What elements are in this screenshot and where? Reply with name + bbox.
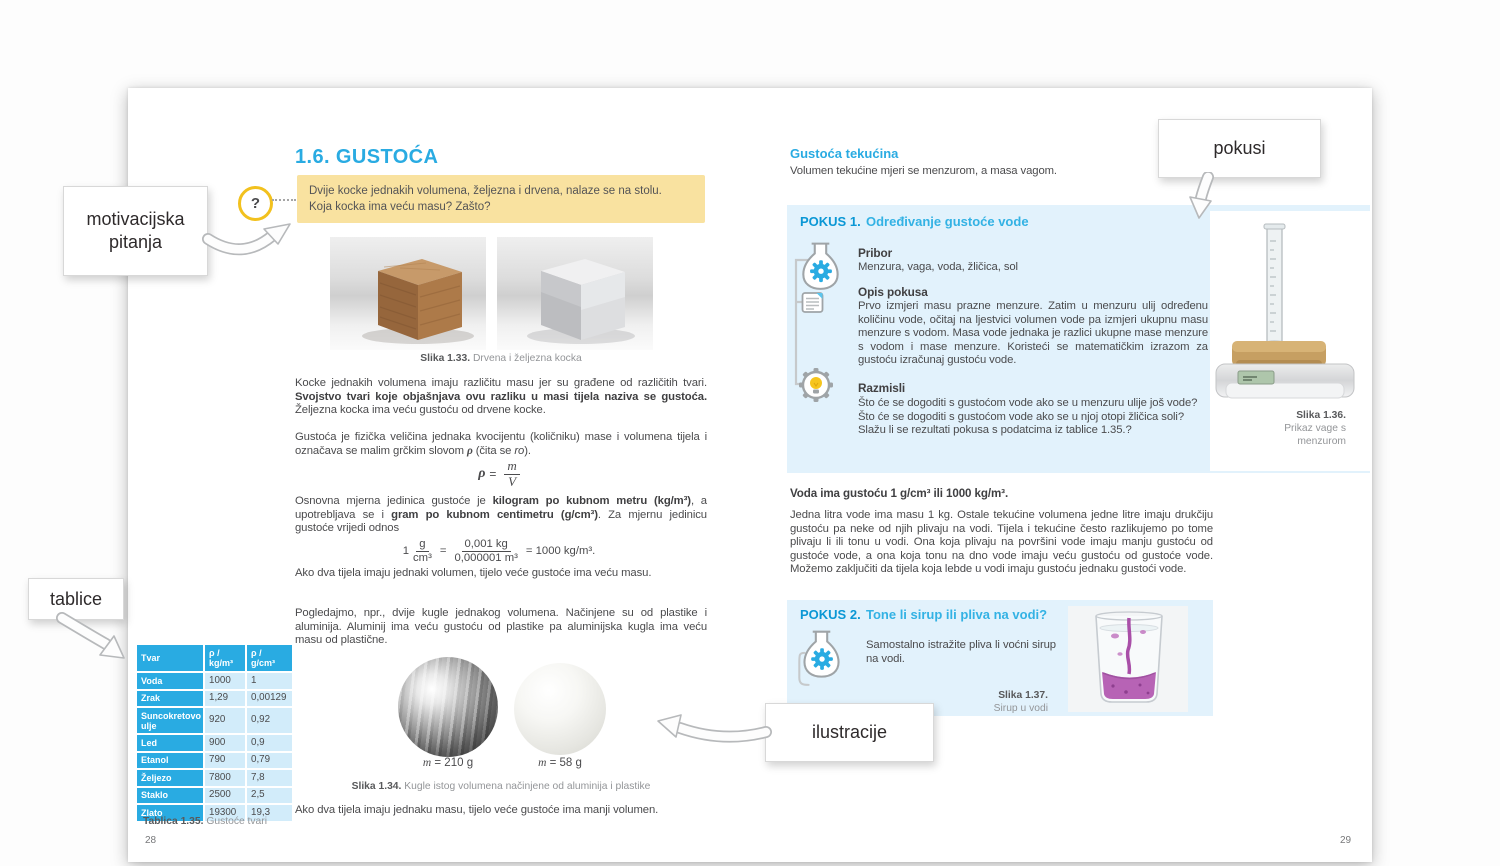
paragraph-density-intro bbox=[295, 377, 707, 418]
fig-134-text: Kugle istog volumena načinjene od aluminija i plastike bbox=[401, 781, 651, 792]
gear-lightbulb-icon bbox=[793, 362, 839, 408]
table-header-kgm3: ρ / kg/m³ bbox=[205, 645, 245, 671]
table-cell: 7800 bbox=[205, 770, 245, 786]
notes-icon bbox=[798, 288, 828, 318]
table-header-gcm3: ρ / g/cm³ bbox=[247, 645, 292, 671]
mass-symbol: m bbox=[538, 757, 547, 769]
units-eq1: = bbox=[439, 545, 447, 557]
flask-gear-icon bbox=[800, 240, 842, 292]
para3-text3: . Za mjernu jedinicu gustoće vrijedi odnos bbox=[295, 508, 707, 535]
mass-rule-line: Ako dva tijela imaju jednaku masu, tijelo veće gustoće ima manji volumen. bbox=[295, 804, 659, 816]
question-line-1: Dvije kocke jednakih volumena, željezna i drvena, nalaze se na stolu. bbox=[309, 185, 662, 197]
experiment-1-label: POKUS 1. bbox=[800, 214, 861, 229]
section-title: 1.6. GUSTOĆA bbox=[295, 146, 439, 168]
liquids-heading: Gustoća tekućina bbox=[790, 146, 899, 161]
table-caption-label: Tablica 1.35. bbox=[143, 816, 204, 827]
iron-cube-photo bbox=[497, 237, 653, 350]
callout-motivational-questions bbox=[63, 186, 208, 276]
fig-133-label: Slika 1.33. bbox=[420, 353, 471, 364]
aluminum-mass-label bbox=[398, 757, 498, 769]
units-den2: 0,000001 m³ bbox=[454, 551, 518, 564]
para3-text2: , a upotrebljava se i bbox=[295, 495, 707, 521]
table-cell: 1 bbox=[247, 673, 292, 689]
fig-137-label: Slika 1.37. bbox=[998, 690, 1048, 701]
para2-text: Gustoća je fizička veličina jednaka kvocijentu (količniku) mase i volumena tijela i označava se malim grčkim slovom bbox=[295, 431, 707, 457]
page-number-left: 28 bbox=[145, 835, 157, 846]
opis-heading: Opis pokusa bbox=[858, 285, 928, 299]
fig-134-caption bbox=[295, 781, 707, 794]
wooden-cube-photo bbox=[330, 237, 486, 350]
flask-gear-icon bbox=[796, 626, 846, 688]
table-row-name: Etanol bbox=[137, 753, 203, 769]
para3-bold-g: gram po kubnom centimetru (g/cm³) bbox=[391, 508, 598, 521]
experiment-1-title: Određivanje gustoće vode bbox=[866, 214, 1029, 229]
para3-text: Osnovna mjerna jedinica gustoće je bbox=[295, 495, 493, 507]
fig-137-text: Sirup u vodi bbox=[993, 702, 1048, 714]
g-cm3-fraction bbox=[413, 538, 432, 565]
table-cell: 0,92 bbox=[247, 708, 292, 733]
unit-conversion-formula bbox=[295, 537, 707, 565]
table-header-tvar: Tvar bbox=[137, 645, 203, 671]
table-cell: 19300 bbox=[205, 805, 245, 821]
table-cell: 19,3 bbox=[247, 805, 292, 821]
table-caption-text: Gustoće tvari bbox=[203, 816, 268, 827]
units-result: = 1000 kg/m³. bbox=[525, 545, 596, 557]
paragraph-units bbox=[295, 495, 707, 536]
question-line-2: Koja kocka ima veću masu? Zašto? bbox=[309, 201, 491, 213]
formula-denominator: V bbox=[508, 473, 517, 489]
density-table bbox=[137, 645, 290, 821]
formula-rho: ρ bbox=[478, 466, 486, 481]
question-2: Što će se dogoditi s gustoćom vode ako se u njoj otopi žličica soli? bbox=[858, 410, 1185, 423]
fig-134-label: Slika 1.34. bbox=[351, 781, 402, 792]
liquids-intro: Volumen tekućine mjeri se menzurom, a masa vagom. bbox=[790, 165, 1057, 177]
experiment-2-label: POKUS 2. bbox=[800, 607, 861, 622]
table-row-name: Suncokretovo ulje bbox=[137, 708, 203, 733]
table-cell: 1000 bbox=[205, 673, 245, 689]
fig-133-caption bbox=[295, 353, 707, 366]
fig-137-caption bbox=[948, 690, 1048, 716]
wooden-cube-illustration bbox=[330, 237, 486, 350]
callout-line: motivacijska bbox=[86, 209, 185, 229]
para2-text3: ). bbox=[524, 444, 531, 457]
fig-133-text: Drvena i željezna kocka bbox=[470, 353, 582, 364]
question-3: Slažu li se rezultati pokusa s podatcima iz tablice 1.35.? bbox=[858, 424, 1132, 437]
para3-bold-kg: kilogram po kubnom metru (kg/m³) bbox=[492, 495, 691, 507]
dotted-connector bbox=[272, 199, 296, 201]
table-cell: 2,5 bbox=[247, 788, 292, 804]
question-1: Što će se dogoditi s gustoćom vode ako se u menzuru ulije još vode? bbox=[858, 397, 1198, 409]
floating-sinking-paragraph: Jedna litra vode ima masu 1 kg. Ostale tekućine volumena jedne litre imaju drukčiju gustoću pa neke od njih plivaju na vodi. Tijela i tekućine često razlikujemo po tome plivaju li ili tonu u vodi. Ona koja plivaju na površini vode imaju manju gustoću od gustoće vode, a ona koja tonu na dno vode imaju veću gustoću od gustoće vode. Možemo zaključiti da tijela koja lebde u vodi imaju gustoću jednaku gustoći vode. bbox=[790, 509, 1213, 576]
razmisli-questions bbox=[858, 397, 1208, 438]
units-den1: cm³ bbox=[413, 551, 432, 564]
table-cell: 920 bbox=[205, 708, 245, 733]
table-row-name: Zlato bbox=[137, 805, 203, 821]
table-cell: 7,8 bbox=[247, 770, 292, 786]
para2-text2: (čita se bbox=[472, 444, 515, 457]
mass-value: = 58 g bbox=[546, 757, 582, 769]
callout-arrow-to-experiment bbox=[1178, 172, 1238, 227]
mass-volume-fraction bbox=[504, 459, 519, 490]
units-num1: g bbox=[416, 538, 428, 552]
units-num2: 0,001 kg bbox=[462, 538, 511, 552]
fig-136-text-1: Prikaz vage s bbox=[1284, 422, 1346, 434]
syrup-in-water-illustration bbox=[1068, 606, 1188, 712]
aluminum-sphere-illustration bbox=[398, 657, 498, 757]
callout-experiments bbox=[1158, 119, 1321, 178]
table-row-name: Zrak bbox=[137, 691, 203, 707]
motivational-question-box bbox=[297, 175, 705, 223]
opis-text: Prvo izmjeri masu prazne menzure. Zatim u menzuru ulij određenu količinu vode, očitaj na ljestvici volumen vode pa izmjeri ukupnu masu menzure s vodom. Masa vode jednaka je razlici ukupne mase menzure s vodom i mase menzure. Koristeći se matematičkim izrazom za gustoću izračunaj gustoću vode. bbox=[858, 300, 1208, 367]
iron-cube-illustration bbox=[497, 237, 653, 350]
volume-rule-line: Ako dva tijela imaju jednaki volumen, tijelo veće gustoće ima veću masu. bbox=[295, 567, 652, 579]
question-mark-glyph: ? bbox=[250, 195, 261, 212]
units-one: 1 bbox=[402, 545, 410, 557]
para1-text: Kocke jednakih volumena imaju različitu masu jer su građene od različitih tvari. bbox=[295, 377, 707, 389]
ro-italic: ro bbox=[514, 444, 525, 457]
fig-136-text-2: menzurom bbox=[1297, 435, 1346, 447]
table-row-name: Staklo bbox=[137, 788, 203, 804]
paragraph-spheres: Pogledajmo, npr., dvije kugle jednakog volumena. Načinjene su od plastike i aluminija. Aluminij ima veću gustoću od plastike pa aluminijska kugla ima veću masu od plastične. bbox=[295, 607, 707, 647]
para1-bold: Svojstvo tvari koje objašnjava ovu razliku u masi tijela naziva se gustoća. bbox=[295, 390, 707, 403]
table-row-name: Željezo bbox=[137, 770, 203, 786]
table-cell: 900 bbox=[205, 735, 245, 751]
water-density-statement: Voda ima gustoću 1 g/cm³ ili 1000 kg/m³. bbox=[790, 487, 1009, 500]
table-row-name: Voda bbox=[137, 673, 203, 689]
page-number-right: 29 bbox=[1340, 835, 1352, 846]
callout-illustrations-text: ilustracije bbox=[811, 722, 888, 742]
table-row-name: Led bbox=[137, 735, 203, 751]
callout-line: pitanja bbox=[108, 232, 163, 252]
razmisli-heading: Razmisli bbox=[858, 381, 906, 395]
paragraph-density-definition bbox=[295, 431, 707, 458]
rho-symbol: ρ bbox=[466, 444, 473, 457]
experiment-2-text: Samostalno istražite pliva li voćni sirup na vodi. bbox=[866, 639, 1056, 665]
table-cell: 2500 bbox=[205, 788, 245, 804]
table-cell: 0,00129 bbox=[247, 691, 292, 707]
pribor-heading: Pribor bbox=[858, 246, 893, 260]
mass-symbol: m bbox=[422, 757, 432, 769]
fig-136-caption bbox=[1200, 410, 1346, 448]
callout-arrow-to-illustration bbox=[638, 702, 773, 750]
table-cell: 0,9 bbox=[247, 735, 292, 751]
callout-illustrations bbox=[765, 703, 934, 762]
pribor-text: Menzura, vaga, voda, žličica, sol bbox=[858, 261, 1018, 273]
para1-end: Željezna kocka ima veću gustoću od drvene kocke. bbox=[295, 404, 546, 417]
table-caption bbox=[143, 816, 267, 829]
plastic-sphere-illustration bbox=[514, 663, 606, 755]
density-formula bbox=[295, 457, 707, 491]
mass-value: = 210 g bbox=[431, 757, 474, 769]
callout-arrow-to-table bbox=[48, 612, 143, 670]
callout-arrow-to-question-box bbox=[200, 213, 300, 268]
kg-m3-fraction bbox=[454, 538, 517, 565]
table-cell: 0,79 bbox=[247, 753, 292, 769]
callout-tables-text: tablice bbox=[49, 588, 103, 609]
fig-136-label: Slika 1.36. bbox=[1296, 410, 1346, 421]
plastic-mass-label bbox=[514, 757, 606, 769]
experiment-2-title: Tone li sirup ili pliva na vodi? bbox=[866, 607, 1048, 622]
formula-numerator: m bbox=[504, 459, 519, 475]
formula-equals: = bbox=[489, 467, 497, 481]
table-cell: 790 bbox=[205, 753, 245, 769]
callout-motivational-text bbox=[86, 208, 184, 254]
callout-experiments-text: pokusi bbox=[1213, 138, 1266, 158]
table-cell: 1,29 bbox=[205, 691, 245, 707]
scale-with-cylinder-illustration bbox=[1212, 213, 1368, 409]
